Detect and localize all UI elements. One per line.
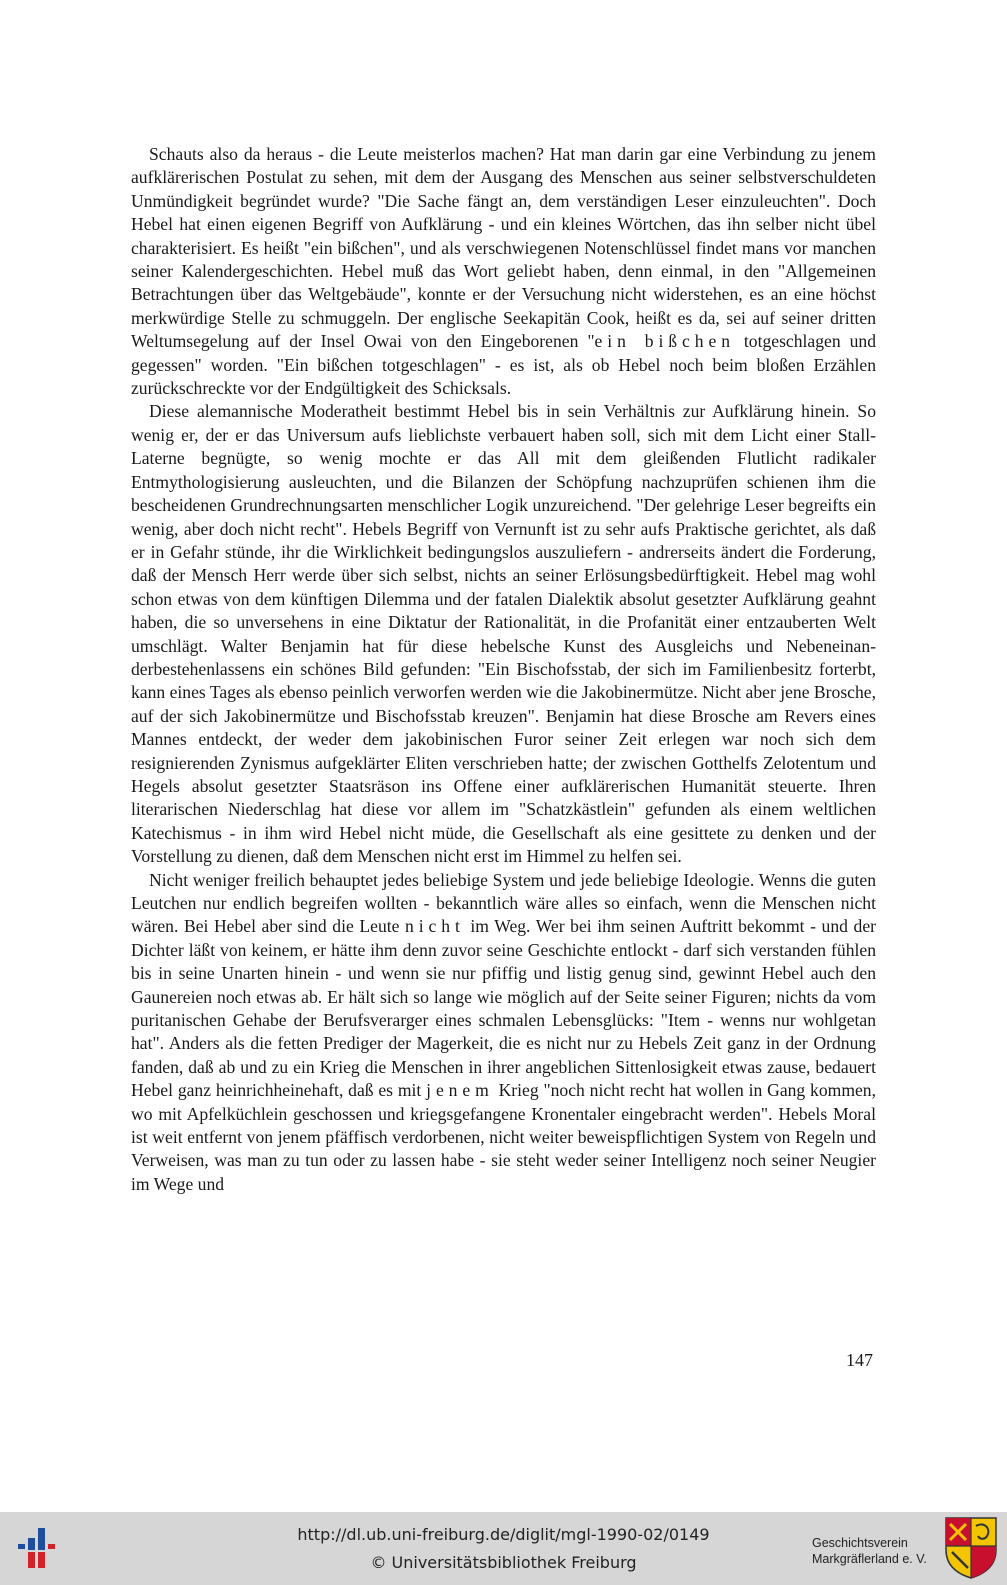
text-run: im Weg. Wer bei ihm seinen Auftritt bekommt - und der Dichter läßt von keinem, er hätte ihm denn zuvor seine Geschichte entlockt - darf sich verstanden fühlen bis in seine Unarten hinein - und wenn sie nur pfiffig und listig genug sind, gewinnt Hebel auch den Gaunereien noch etwas ab. Er hält sich so lange wie möglich auf der Seite seiner Figuren; nichts da vom puritanischen Gehabe der Berufsverarger eines schmalen Lebensglücks: "Item - wenns nur wohlgetan hat". Anders als die fetten Prediger der Magerkeit, die es nicht nur zu Hebels Zeit ganz in der Ordnung fanden, daß ab und zu ein Krieg die Menschen in ihrer angeblichen Sittenlosigkeit etwas zause, bedauert Hebel ganz heinrichheinehaft, daß es mit bbox=[131, 916, 876, 1101]
text-run: Krieg "noch nicht recht hat wollen in Gang kommen, wo mit Apfelküchlein geschossen und kriegsgefangene Kronentaler eingebracht werden". Hebels Moral ist weit entfernt von jenem pfäffisch verdorbenen, nicht weiter beweispflichtigen System von Regeln und Verweisen, was man zu tun oder zu lassen habe - sie steht weder seiner Intelligenz noch seiner Neugier im Wege und bbox=[131, 1080, 877, 1194]
spaced-emphasis: jenem bbox=[426, 1080, 494, 1101]
society-name-line2: Markgräflerland e. V. bbox=[812, 1552, 927, 1566]
copyright-notice: © Universitätsbibliothek Freiburg bbox=[370, 1553, 637, 1572]
coat-of-arms-icon bbox=[944, 1516, 998, 1580]
spaced-emphasis: ein bißchen bbox=[594, 331, 735, 352]
text-run: totgeschlagen und gegessen" worden. "Ein bißchen totgeschlagen" - es ist, als ob Hebel noch beim bloßen Erzählen zurückschreckte vor der Endgültigkeit des Schicksals. bbox=[131, 331, 876, 399]
body-text bbox=[131, 143, 876, 1196]
spaced-emphasis: nicht bbox=[405, 916, 465, 937]
page-number: 147 bbox=[846, 1350, 873, 1370]
paragraph bbox=[131, 400, 876, 868]
text-run: Nicht weniger freilich behauptet jedes beliebige System und jede beliebige Ideologie. Wenns die guten Leutchen nur endlich begreifen wollten - bekanntlich wäre alles so einfach, wenn die Menschen nicht wären. Bei Hebel aber sind die Leute bbox=[131, 869, 876, 937]
footer-bar bbox=[0, 1512, 1007, 1585]
text-run: Schauts also da heraus - die Leute meisterlos machen? Hat man darin gar eine Verbindung zu jenem aufklärerischen Postulat zu sehen, mit dem der Ausgang des Menschen aus seiner selbstverschuldeten Unmündigkeit begründet wurde? "Die Sache fängt an, dem verständigen Leser einzuleuchten". Doch Hebel hat einen eigenen Begriff von Aufklärung - und ein kleines Wörtchen, das ihn selber nicht übel charakterisiert. Es heißt "ein bißchen", und als verschwiegenen Notenschlüssel findet mans vor manchen seiner Kalendergeschichten. Hebel muß das Wort geliebt haben, denn einmal, in den "Allgemeinen Betrachtungen über das Weltgebäude", konnte er der Versuchung nicht widerstehen, es an eine höchst merkwürdige Stelle zu schmuggeln. Der englische Seekapitän Cook, heißt es da, sei auf seiner dritten Weltumsegelung auf der Insel Owai von den Eingeborenen " bbox=[131, 144, 876, 352]
society-name bbox=[812, 1535, 937, 1567]
text-run: Diese alemannische Moderatheit bestimmt Hebel bis in sein Verhältnis zur Aufklärung hinein. So wenig er, der er das Universum aufs lieblichste verbauert haben soll, sich mit dem Licht einer Stall-Laterne begnügte, so wenig mochte er das All mit dem gleißenden Flutlicht radikaler Entmythologisierung ausleuchten, und die Bilanzen der Schöpfung nachzuprüfen schienen ihm die bescheidenen Grundrechnungsarten menschlicher Logik unzureichend. "Der gelehrige Leser begreifts ein wenig, aber doch nicht recht". Hebels Begriff von Vernunft ist zu sehr aufs Praktische gerichtet, als daß er in Gefahr stünde, ihr die Wirklichkeit bedingungslos auszuliefern - andrerseits ändert die Forderung, daß der Mensch Herr werde über sich selbst, nichts an seiner Erlösungsbedürftigkeit. Hebel mag wohl schon etwas von dem künftigen Dilemma und der fatalen Dialektik absolut gesetzter Aufklärung geahnt haben, die so unversehens in eine Diktatur der Rationalität, in die Profanität einer entzauberten Welt umschlägt. Walter Benjamin hat für diese hebelsche Kunst des Ausgleichs und Nebeneinanderbestehenlassens ein schönes Bild gefunden: "Ein Bischofsstab, der sich im Familienbesitz forterbt, kann eines Tages als ebenso peinlich verworfen werden wie die Jakobinermütze. Nicht aber jene Brosche, auf der sich Jakobinermütze und Bischofsstab kreuzen". Benjamin hat diese Brosche am Revers eines Mannes entdeckt, der weder dem jakobinischen Furor seiner Zeit erlegen war noch sich dem resignierenden Zynismus aufgeklärter Eliten verschrieben hatte; der zwischen Gotthelfs Zelotentum und Hegels absolut gesetzter Staatsräson ins Offene einer aufklärerischen Humanität steuerte. Ihren literarischen Niederschlag hat diese vor allem im "Schatzkästlein" gefunden als einem weltlichen Katechismus - in ihm wird Hebel nicht müde, die Gesellschaft als eine gesittete zu denken und der Vorstellung zu dienen, daß dem Menschen nicht erst im Himmel zu helfen sei. bbox=[131, 401, 876, 867]
paragraph bbox=[131, 869, 876, 1197]
paragraph bbox=[131, 143, 876, 400]
society-name-line1: Geschichtsverein bbox=[812, 1536, 908, 1550]
document-url[interactable]: http://dl.ub.uni-freiburg.de/diglit/mgl-1990-02/0149 bbox=[297, 1525, 710, 1544]
